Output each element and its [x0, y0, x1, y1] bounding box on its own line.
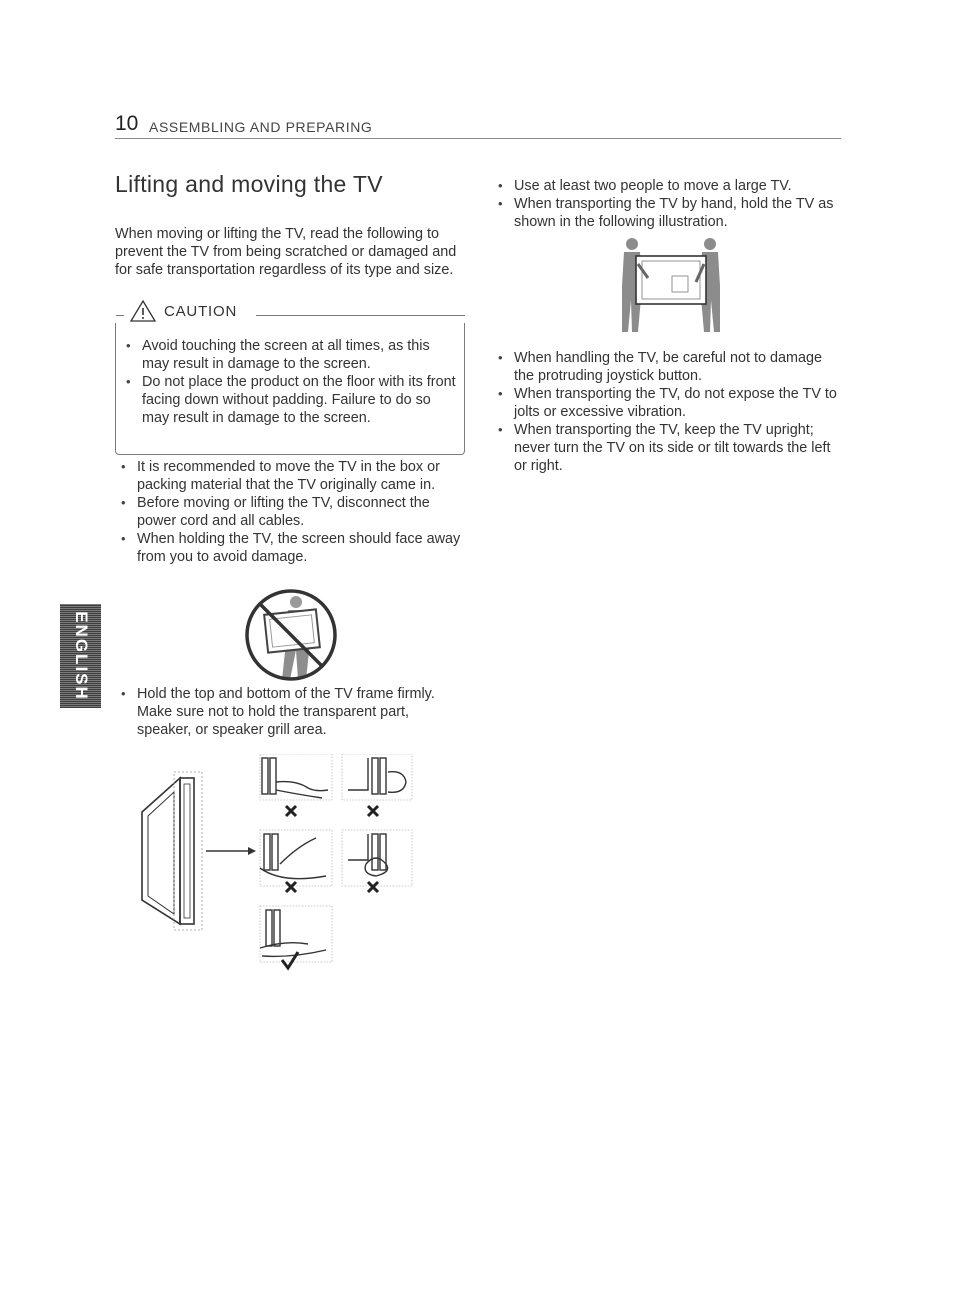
list-item: • It is recommended to move the TV in the box or packing material that the TV originally came in.: [115, 458, 465, 494]
language-side-tab: [60, 604, 101, 708]
cross-mark-icon: [368, 806, 378, 816]
hand-panel-wrong-1: [260, 754, 332, 800]
list-item: • Do not place the product on the floor with its front facing down without padding. Failure to do so may result in damage to the screen.: [120, 373, 460, 427]
page-title: Lifting and moving the TV: [115, 171, 383, 197]
warning-triangle-icon: [130, 300, 156, 322]
page-number: 10: [115, 112, 139, 135]
list-item: • Hold the top and bottom of the TV frame firmly. Make sure not to hold the transparent part, speaker, or speaker grill area.: [115, 685, 465, 739]
caution-header: [116, 303, 465, 334]
prohibited-holding-illustration: [244, 588, 338, 682]
list-item: • Avoid touching the screen at all times, as this may result in damage to the screen.: [120, 337, 460, 373]
hand-panel-wrong-4: [342, 830, 412, 886]
list-item: • When holding the TV, the screen should face away from you to avoid damage.: [115, 530, 465, 566]
caution-list: [120, 337, 460, 427]
caution-box: [115, 303, 465, 455]
moving-tips-list: [115, 458, 465, 566]
hand-panel-wrong-3: [260, 830, 332, 886]
list-item: • Use at least two people to move a large TV.: [492, 177, 837, 195]
list-item: • Before moving or lifting the TV, disconnect the power cord and all cables.: [115, 494, 465, 530]
check-mark-icon: [282, 952, 298, 968]
caution-border-line: [256, 315, 465, 316]
holding-frame-list: [115, 685, 465, 739]
list-item: • When transporting the TV, do not expose the TV to jolts or excessive vibration.: [492, 385, 837, 421]
hand-panel-wrong-2: [342, 754, 412, 800]
cross-mark-icon: [286, 806, 296, 816]
two-person-carry-illustration: [618, 236, 724, 336]
hand-positions-illustration: [136, 754, 426, 974]
section-title: ASSEMBLING AND PREPARING: [149, 119, 373, 135]
caution-label: CAUTION: [164, 303, 238, 320]
list-item: • When transporting the TV, keep the TV upright; never turn the TV on its side or tilt towards the left or right.: [492, 421, 837, 475]
tv-side-view: [142, 772, 202, 930]
transport-list: [492, 177, 837, 231]
list-item: • When handling the TV, be careful not to damage the protruding joystick button.: [492, 349, 837, 385]
cross-mark-icon: [368, 882, 378, 892]
handling-list: [492, 349, 837, 475]
language-label: ENGLISH: [71, 611, 91, 701]
caution-border-tick: [116, 315, 124, 316]
page-header: [115, 112, 841, 139]
list-item: • When transporting the TV by hand, hold the TV as shown in the following illustration.: [492, 195, 837, 231]
intro-paragraph: When moving or lifting the TV, read the following to prevent the TV from being scratched or damaged and for safe transportation regardless of its type and size.: [115, 226, 457, 278]
cross-mark-icon: [286, 882, 296, 892]
